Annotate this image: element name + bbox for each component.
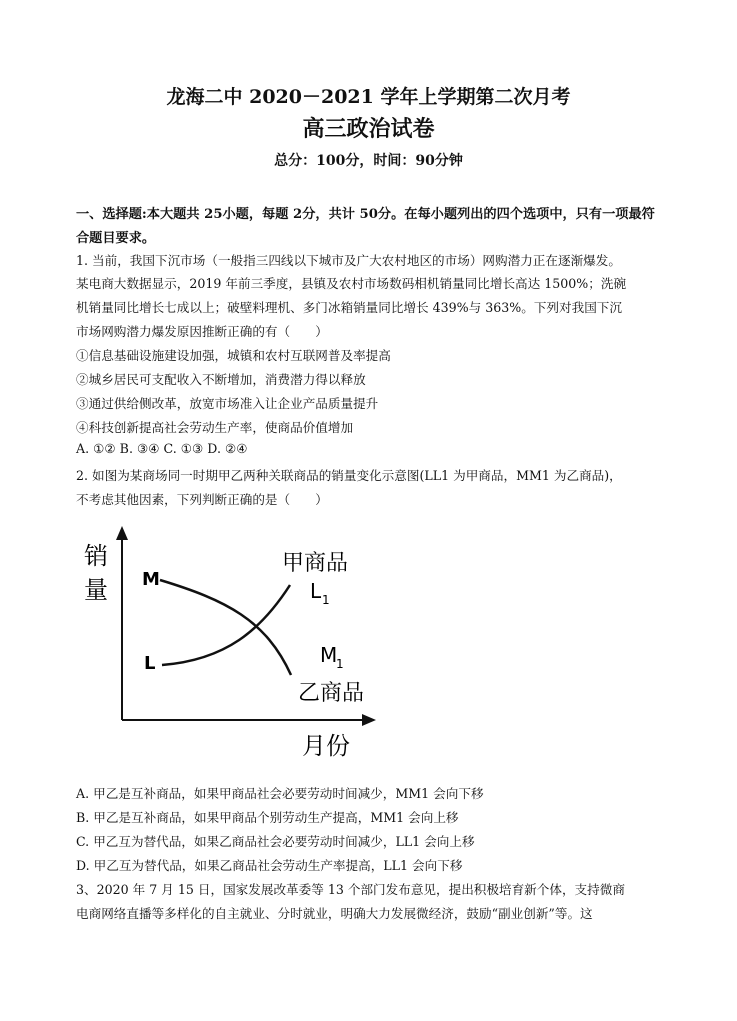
q1-stem-line-3: 机销量同比增长七成以上；破壁料理机、多门冰箱销量同比增长 439%与 363%。下列对我国下沉	[76, 300, 622, 315]
q1-option-3: ③通过供给侧改革，放宽市场准入让企业产品质量提升	[76, 396, 379, 411]
label-m1-subscript: 1	[336, 657, 344, 671]
curve-ll1	[162, 585, 290, 665]
q1-stem-line-4: 市场网购潜力爆发原因推断正确的有（ ）	[76, 324, 328, 339]
label-m: M	[142, 569, 160, 590]
q2-option-d: D. 甲乙互为替代品，如果乙商品社会劳动生产率提高，LL1 会向下移	[76, 858, 463, 873]
q3-stem-line-1: 3、2020 年 7 月 15 日，国家发展改革委等 13 个部门发布意见，提出积极培育新个体，支持微商	[76, 882, 625, 897]
x-axis-arrow	[362, 714, 376, 726]
y-axis-label-2: 量	[84, 576, 108, 604]
sales-diagram	[76, 520, 386, 760]
label-l1-subscript: 1	[322, 593, 330, 607]
q1-stem-line-2: 某电商大数据显示，2019 年前三季度，县镇及农村市场数码相机销量同比增长高达 1500%；洗碗	[76, 276, 627, 291]
exam-title: 龙海二中 2020－2021 学年上学期第二次月考	[166, 86, 571, 108]
q1-option-1: ①信息基础设施建设加强，城镇和农村互联网普及率提高	[76, 348, 391, 363]
q2-option-a: A. 甲乙是互补商品，如果甲商品社会必要劳动时间减少，MM1 会向下移	[76, 786, 484, 801]
label-m1: M	[320, 643, 338, 667]
curve-mm1	[160, 580, 291, 675]
q2-stem-line-2: 不考虑其他因素，下列判断正确的是（ ）	[76, 492, 328, 507]
x-axis-label: 月份	[302, 732, 350, 760]
label-jia-product: 甲商品	[282, 551, 349, 576]
q1-choices: A. ①② B. ③④ C. ①③ D. ②④	[76, 441, 248, 456]
q1-option-4: ④科技创新提高社会劳动生产率，使商品价值增加	[76, 420, 354, 435]
label-yi-product: 乙商品	[298, 681, 365, 706]
q2-option-c: C. 甲乙互为替代品，如果乙商品社会必要劳动时间减少，LL1 会向上移	[76, 834, 475, 849]
q2-stem-line-1: 2. 如图为某商场同一时期甲乙两种关联商品的销量变化示意图(LL1 为甲商品，MM1 为乙商品)，	[76, 468, 622, 483]
q1-option-2: ②城乡居民可支配收入不断增加，消费潜力得以释放	[76, 372, 366, 387]
q2-option-b: B. 甲乙是互补商品，如果甲商品个别劳动生产提高，MM1 会向上移	[76, 810, 459, 825]
y-axis-label-1: 销	[84, 542, 108, 570]
y-axis-arrow	[116, 526, 128, 540]
q3-stem-line-2: 电商网络直播等多样化的自主就业、分时就业，明确大力发展微经济，鼓励“副业创新”等。这	[76, 906, 593, 921]
label-l1: L	[310, 579, 322, 603]
exam-subtitle: 高三政治试卷	[302, 116, 435, 142]
section-heading: 一、选择题:本大题共 25小题，每题 2分，共计 50分。在每小题列出的四个选项中，只有一项最符合题目要求。	[76, 207, 655, 246]
q1-stem-line-1: 1. 当前，我国下沉市场（一般指三四线以下城市及广大农村地区的市场）网购潜力正在逐渐爆发。	[76, 253, 621, 268]
score-time-info: 总分：100分，时间：90分钟	[274, 153, 463, 169]
label-l: L	[144, 653, 156, 674]
